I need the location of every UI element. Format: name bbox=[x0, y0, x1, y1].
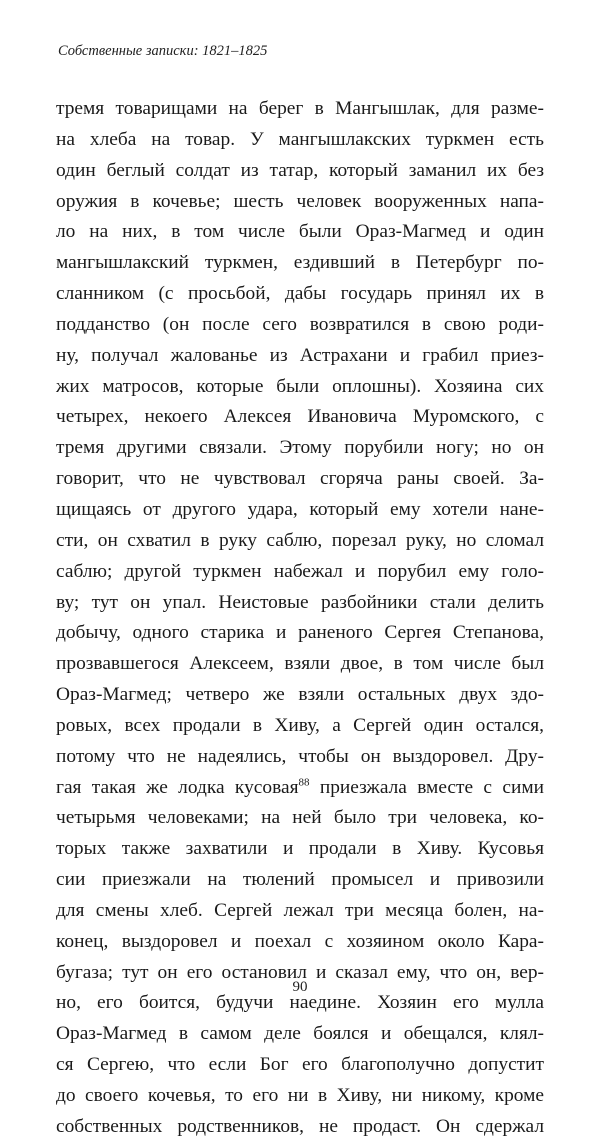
text-line: ровых, всех продали в Хиву, а Сергей один остался, bbox=[56, 714, 544, 736]
text-line: до своего кочевья, то его ни в Хиву, ни никому, кроме bbox=[56, 1085, 544, 1106]
footnote-line-after: приезжала вместе с сими bbox=[309, 776, 544, 798]
text-line: торых также захватили и продали в Хиву. Кусовья bbox=[56, 838, 544, 860]
running-header: Собственные записки: 1821–1825 bbox=[58, 43, 268, 59]
text-line: Ораз-Магмед; четверо же взяли остальных двух здо- bbox=[56, 684, 544, 706]
text-line: конец, выздоровел и поехал с хозяином около Кара- bbox=[56, 930, 544, 952]
text-line: ся Сергею, что если Бог его благополучно допустит bbox=[56, 1054, 544, 1076]
text-line: для смены хлеб. Сергей лежал три месяца болен, на- bbox=[56, 899, 544, 921]
text-line: собственных родственников, не продаст. Он сдержал bbox=[56, 1115, 544, 1137]
text-line: говорит, что не чувствовал сгоряча раны своей. За- bbox=[56, 468, 544, 490]
text-line: ву; тут он упал. Неистовые разбойники стали делить bbox=[56, 591, 544, 613]
text-line: тремя другими связали. Этому порубили ногу; но он bbox=[56, 437, 544, 459]
text-line-with-footnote bbox=[56, 773, 544, 804]
text-line: потому что не надеялись, чтобы он выздоровел. Дру- bbox=[56, 745, 544, 767]
text-line: Ораз-Магмед в самом деле боялся и обещался, клял- bbox=[56, 1023, 544, 1045]
text-line: саблю; другой туркмен набежал и порубил ему голо- bbox=[56, 560, 544, 582]
footnote-marker[interactable]: 88 bbox=[298, 775, 310, 788]
text-line: на хлеба на товар. У мангышлакских туркмен есть bbox=[56, 128, 544, 150]
text-line: сланником (с просьбой, дабы государь принял их в bbox=[56, 283, 544, 305]
text-line: добычу, одного старика и раненого Сергея Степанова, bbox=[56, 622, 544, 644]
text-line: четырех, некоего Алексея Ивановича Муромского, с bbox=[56, 406, 544, 428]
text-line: жих матросов, которые были оплошны). Хозяина сих bbox=[56, 375, 544, 397]
text-line: щищаясь от другого удара, который ему хотели нане- bbox=[56, 498, 544, 520]
text-line: сии приезжали на тюлений промысел и привозили bbox=[56, 869, 544, 891]
footnote-line-before: гая такая же лодка кусовая bbox=[56, 776, 299, 798]
text-line: оружия в кочевье; шесть человек вооруженных напа- bbox=[56, 190, 544, 212]
text-line: прозвавшегося Алексеем, взяли двое, в том числе был bbox=[56, 653, 544, 675]
text-line: мангышлакский туркмен, ездивший в Петербург по- bbox=[56, 252, 544, 274]
text-line: тремя товарищами на берег в Мангышлак, для разме- bbox=[56, 98, 544, 119]
text-line: ну, получал жалованье из Астрахани и грабил приез- bbox=[56, 344, 544, 366]
text-line: бугаза; тут он его остановил и сказал ему, что он, вер- bbox=[56, 961, 544, 983]
text-line: но, его боится, будучи наедине. Хозяин его мулла bbox=[56, 992, 544, 1014]
text-line: подданство (он после сего возвратился в свою роди- bbox=[56, 313, 544, 335]
text-line: сти, он схватил в руку саблю, порезал руку, но сломал bbox=[56, 529, 544, 551]
page-number: 90 bbox=[292, 979, 308, 995]
text-line: четырьмя человеками; на ней было три человека, ко- bbox=[56, 807, 544, 829]
text-line: ло на них, в том числе были Ораз-Магмед и один bbox=[56, 221, 544, 243]
text-line: один беглый солдат из татар, который заманил их без bbox=[56, 159, 544, 181]
